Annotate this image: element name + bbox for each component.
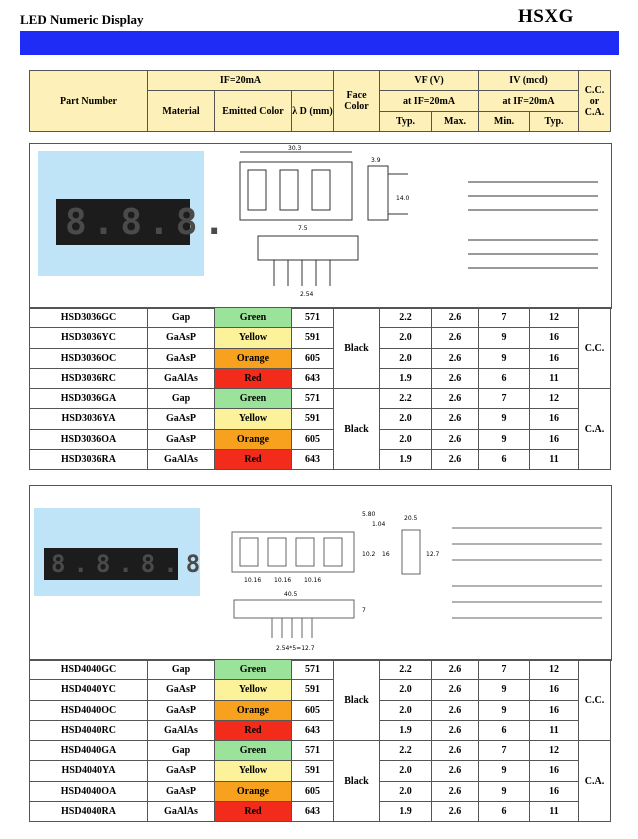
- cell-part-number: HSD4040GA: [30, 741, 148, 761]
- cell-vf-typ: 1.9: [380, 368, 432, 388]
- cell-iv-typ: 16: [530, 348, 579, 368]
- cell-emitted-color: Red: [215, 801, 292, 821]
- dim-pin: 2.54: [300, 291, 314, 298]
- product-photo-3digit: 8.8.8.: [38, 151, 204, 276]
- dim-pitch: 7.5: [298, 225, 308, 232]
- cell-material: Gap: [148, 389, 215, 409]
- cell-material: GaAsP: [148, 328, 215, 348]
- cell-vf-max: 2.6: [432, 801, 479, 821]
- document-title: LED Numeric Display: [20, 12, 144, 27]
- th-wavelength: λ D (mm): [292, 91, 334, 132]
- cell-part-number: HSD4040GC: [30, 660, 148, 680]
- cell-vf-typ: 2.0: [380, 348, 432, 368]
- cell-part-number: HSD4040YC: [30, 680, 148, 700]
- cell-face-color: Black: [334, 660, 380, 741]
- cell-iv-typ: 16: [530, 409, 579, 429]
- cell-vf-max: 2.6: [432, 429, 479, 449]
- cell-part-number: HSD3036YA: [30, 409, 148, 429]
- cell-material: Gap: [148, 308, 215, 328]
- table-row: [30, 741, 611, 761]
- cell-iv-typ: 16: [530, 781, 579, 801]
- cell-material: Gap: [148, 741, 215, 761]
- cell-vf-max: 2.6: [432, 409, 479, 429]
- cell-vf-max: 2.6: [432, 449, 479, 469]
- table-row: [30, 409, 611, 429]
- cell-wavelength: 571: [292, 660, 334, 680]
- dim-side: 7: [362, 607, 366, 614]
- th-part-number: Part Number: [30, 71, 148, 132]
- cell-emitted-color: Yellow: [215, 328, 292, 348]
- th-iv-min: Min.: [479, 112, 530, 132]
- dim-height: 14.0: [396, 195, 410, 202]
- cell-iv-typ: 12: [530, 308, 579, 328]
- table-row: [30, 348, 611, 368]
- cell-vf-typ: 2.2: [380, 741, 432, 761]
- cell-part-number: HSD3036OC: [30, 348, 148, 368]
- cell-emitted-color: Red: [215, 449, 292, 469]
- cell-vf-typ: 2.0: [380, 761, 432, 781]
- table-row: [30, 761, 611, 781]
- cell-vf-max: 2.6: [432, 761, 479, 781]
- cell-iv-min: 9: [479, 680, 530, 700]
- cell-emitted-color: Green: [215, 389, 292, 409]
- cell-material: GaAlAs: [148, 720, 215, 740]
- dim-h4: 12.7: [426, 551, 440, 558]
- cell-material: GaAlAs: [148, 801, 215, 821]
- cell-emitted-color: Yellow: [215, 409, 292, 429]
- dim-pin: 2.54*5=12.7: [276, 645, 315, 652]
- cell-emitted-color: Orange: [215, 700, 292, 720]
- cell-face-color: Black: [334, 389, 380, 470]
- cell-iv-typ: 12: [530, 741, 579, 761]
- cell-part-number: HSD3036RA: [30, 449, 148, 469]
- cell-cc-ca: C.A.: [579, 741, 611, 822]
- cell-vf-max: 2.6: [432, 368, 479, 388]
- cell-iv-min: 6: [479, 368, 530, 388]
- spec-header-table: [29, 70, 611, 132]
- cell-part-number: HSD4040YA: [30, 761, 148, 781]
- cell-wavelength: 605: [292, 781, 334, 801]
- cell-wavelength: 571: [292, 389, 334, 409]
- cell-emitted-color: Yellow: [215, 680, 292, 700]
- cell-part-number: HSD4040OA: [30, 781, 148, 801]
- cell-vf-typ: 2.2: [380, 308, 432, 328]
- table-row: [30, 308, 611, 328]
- dim-w1: 5.80: [362, 511, 376, 518]
- table-row: [30, 781, 611, 801]
- cell-iv-min: 9: [479, 700, 530, 720]
- cell-wavelength: 605: [292, 429, 334, 449]
- cell-iv-min: 9: [479, 429, 530, 449]
- cell-vf-max: 2.6: [432, 720, 479, 740]
- table-row: [30, 801, 611, 821]
- th-material: Material: [148, 91, 215, 132]
- cell-iv-typ: 16: [530, 700, 579, 720]
- cell-vf-max: 2.6: [432, 660, 479, 680]
- cell-cc-ca: C.A.: [579, 389, 611, 470]
- cell-material: Gap: [148, 660, 215, 680]
- cell-wavelength: 643: [292, 449, 334, 469]
- cell-iv-min: 6: [479, 801, 530, 821]
- cell-emitted-color: Orange: [215, 348, 292, 368]
- section1-data-table: [29, 307, 611, 470]
- cell-vf-typ: 2.0: [380, 700, 432, 720]
- cell-wavelength: 591: [292, 680, 334, 700]
- th-iv-typ: Typ.: [530, 112, 579, 132]
- cell-part-number: HSD4040RA: [30, 801, 148, 821]
- table-row: [30, 680, 611, 700]
- cell-iv-min: 7: [479, 389, 530, 409]
- cell-material: GaAsP: [148, 700, 215, 720]
- dim-h3: 20.5: [404, 515, 418, 522]
- cell-iv-min: 9: [479, 409, 530, 429]
- cell-vf-max: 2.6: [432, 741, 479, 761]
- th-vf-max: Max.: [432, 112, 479, 132]
- th-if-condition: IF=20mA: [148, 71, 334, 91]
- cell-iv-min: 7: [479, 660, 530, 680]
- cell-wavelength: 591: [292, 761, 334, 781]
- cell-iv-min: 9: [479, 781, 530, 801]
- cell-part-number: HSD3036GA: [30, 389, 148, 409]
- cell-emitted-color: Yellow: [215, 761, 292, 781]
- table-row: [30, 328, 611, 348]
- cell-material: GaAsP: [148, 409, 215, 429]
- cell-wavelength: 643: [292, 368, 334, 388]
- dim-pitch-3: 10.16: [304, 577, 322, 584]
- cell-iv-min: 6: [479, 720, 530, 740]
- dimension-drawing-3digit: [218, 144, 608, 306]
- cell-vf-max: 2.6: [432, 348, 479, 368]
- cell-material: GaAsP: [148, 429, 215, 449]
- cell-part-number: HSD3036GC: [30, 308, 148, 328]
- cell-iv-typ: 11: [530, 449, 579, 469]
- cell-vf-typ: 2.0: [380, 409, 432, 429]
- cell-material: GaAsP: [148, 781, 215, 801]
- cell-vf-max: 2.6: [432, 308, 479, 328]
- th-vf-condition: at IF=20mA: [380, 91, 479, 112]
- cell-wavelength: 605: [292, 700, 334, 720]
- dim-pitch-1: 10.16: [244, 577, 262, 584]
- cell-material: GaAsP: [148, 348, 215, 368]
- table-row: [30, 660, 611, 680]
- cell-vf-max: 2.6: [432, 328, 479, 348]
- th-cc-ca: C.C. or C.A.: [579, 71, 611, 132]
- cell-cc-ca: C.C.: [579, 308, 611, 389]
- product-photo-4digit: 8.8.8.8: [34, 508, 200, 596]
- cell-iv-typ: 12: [530, 660, 579, 680]
- cell-vf-typ: 2.2: [380, 389, 432, 409]
- dim-h2: 16: [382, 551, 390, 558]
- cell-vf-typ: 2.2: [380, 660, 432, 680]
- cell-part-number: HSD4040OC: [30, 700, 148, 720]
- cell-iv-min: 9: [479, 348, 530, 368]
- cell-cc-ca: C.C.: [579, 660, 611, 741]
- cell-iv-typ: 11: [530, 801, 579, 821]
- cell-iv-typ: 16: [530, 680, 579, 700]
- th-face-color: Face Color: [334, 71, 380, 132]
- cell-material: GaAsP: [148, 680, 215, 700]
- cell-part-number: HSD3036YC: [30, 328, 148, 348]
- section1-drawing-panel: [29, 143, 612, 309]
- table-row: [30, 368, 611, 388]
- cell-iv-typ: 16: [530, 429, 579, 449]
- th-vf-typ: Typ.: [380, 112, 432, 132]
- table-row: [30, 720, 611, 740]
- cell-vf-typ: 2.0: [380, 429, 432, 449]
- dim-w2: 1.04: [372, 521, 386, 528]
- table-row: [30, 429, 611, 449]
- dim-depth: 3.9: [371, 157, 381, 164]
- cell-emitted-color: Green: [215, 308, 292, 328]
- th-iv-condition: at IF=20mA: [479, 91, 579, 112]
- dim-h1: 10.2: [362, 551, 376, 558]
- cell-vf-max: 2.6: [432, 700, 479, 720]
- cell-wavelength: 571: [292, 308, 334, 328]
- cell-wavelength: 643: [292, 720, 334, 740]
- cell-emitted-color: Orange: [215, 781, 292, 801]
- cell-face-color: Black: [334, 308, 380, 389]
- cell-wavelength: 591: [292, 409, 334, 429]
- cell-emitted-color: Green: [215, 660, 292, 680]
- brand-name: HSXG: [518, 6, 574, 27]
- cell-part-number: HSD4040RC: [30, 720, 148, 740]
- cell-vf-max: 2.6: [432, 781, 479, 801]
- cell-wavelength: 591: [292, 328, 334, 348]
- cell-iv-typ: 16: [530, 328, 579, 348]
- dim-width-top: 30.3: [288, 145, 302, 152]
- cell-iv-typ: 16: [530, 761, 579, 781]
- cell-wavelength: 643: [292, 801, 334, 821]
- cell-vf-typ: 1.9: [380, 449, 432, 469]
- th-vf: VF (V): [380, 71, 479, 91]
- cell-iv-min: 7: [479, 308, 530, 328]
- cell-vf-max: 2.6: [432, 680, 479, 700]
- cell-part-number: HSD3036OA: [30, 429, 148, 449]
- dim-total: 40.5: [284, 591, 298, 598]
- th-emitted-color: Emitted Color: [215, 91, 292, 132]
- table-row: [30, 700, 611, 720]
- cell-vf-typ: 2.0: [380, 680, 432, 700]
- cell-face-color: Black: [334, 741, 380, 822]
- cell-iv-typ: 12: [530, 389, 579, 409]
- cell-emitted-color: Orange: [215, 429, 292, 449]
- cell-iv-min: 6: [479, 449, 530, 469]
- cell-material: GaAlAs: [148, 449, 215, 469]
- cell-vf-typ: 1.9: [380, 720, 432, 740]
- section2-drawing-panel: [29, 485, 612, 661]
- header-bar: [20, 31, 619, 55]
- cell-iv-typ: 11: [530, 368, 579, 388]
- cell-wavelength: 605: [292, 348, 334, 368]
- cell-part-number: HSD3036RC: [30, 368, 148, 388]
- cell-vf-max: 2.6: [432, 389, 479, 409]
- cell-material: GaAsP: [148, 761, 215, 781]
- cell-iv-min: 9: [479, 328, 530, 348]
- cell-vf-typ: 2.0: [380, 781, 432, 801]
- section2-data-table: [29, 659, 611, 822]
- cell-wavelength: 571: [292, 741, 334, 761]
- cell-emitted-color: Green: [215, 741, 292, 761]
- dim-pitch-2: 10.16: [274, 577, 292, 584]
- dimension-drawing-4digit: [222, 500, 610, 658]
- cell-iv-typ: 11: [530, 720, 579, 740]
- table-row: [30, 449, 611, 469]
- table-row: [30, 389, 611, 409]
- cell-vf-typ: 2.0: [380, 328, 432, 348]
- cell-material: GaAlAs: [148, 368, 215, 388]
- th-iv: IV (mcd): [479, 71, 579, 91]
- cell-emitted-color: Red: [215, 720, 292, 740]
- cell-emitted-color: Red: [215, 368, 292, 388]
- cell-vf-typ: 1.9: [380, 801, 432, 821]
- cell-iv-min: 9: [479, 761, 530, 781]
- cell-iv-min: 7: [479, 741, 530, 761]
